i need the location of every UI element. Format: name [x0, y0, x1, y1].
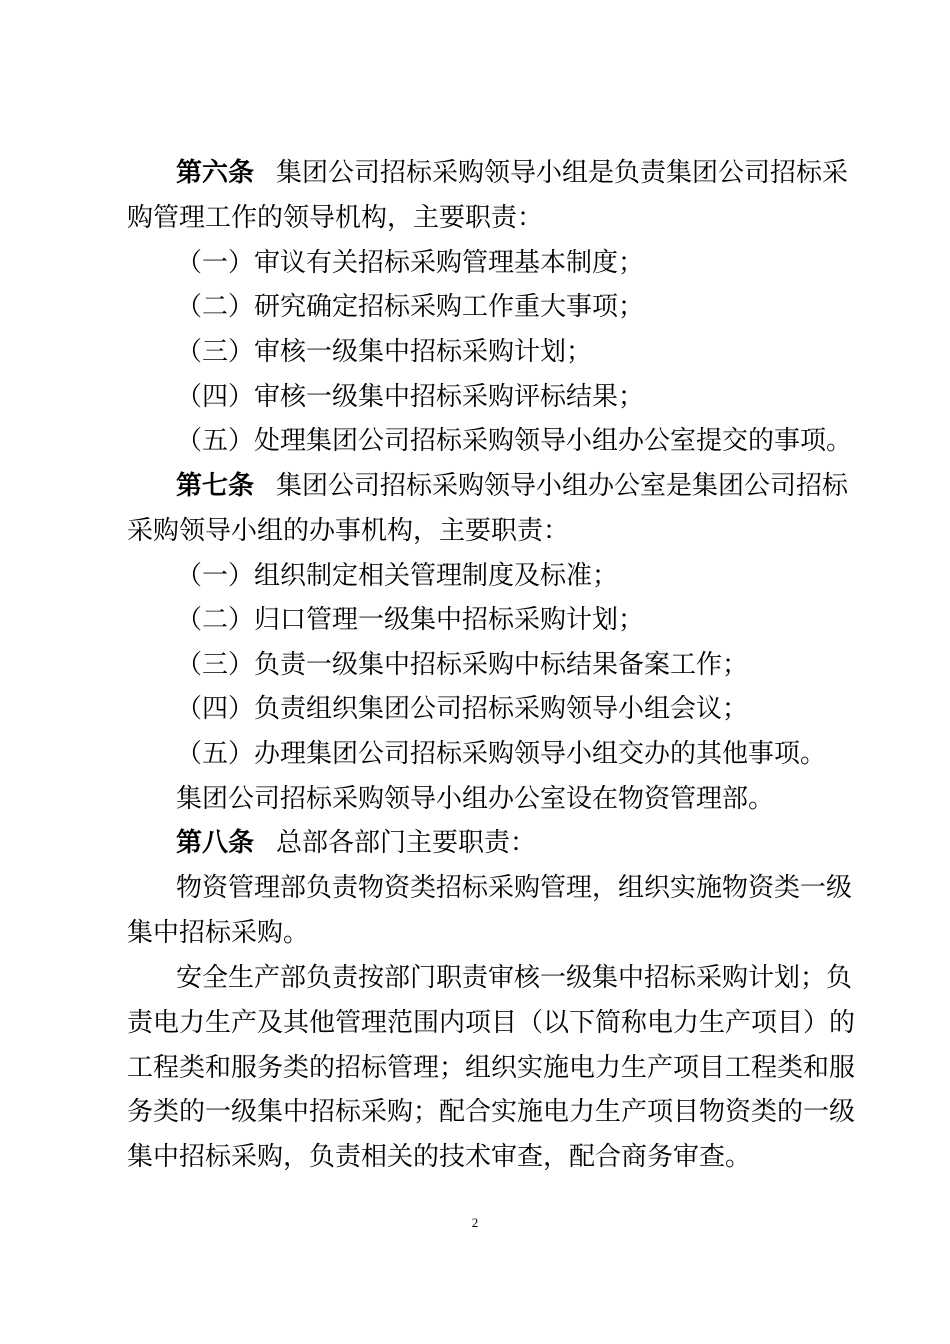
article-6-item-2: （二）研究确定招标采购工作重大事项； — [176, 292, 645, 322]
article-8-para-2-line-3: 工程类和服务类的招标管理；组织实施电力生产项目工程类和服 — [127, 1053, 856, 1083]
article-7-item-3: （三）负责一级集中招标采购中标结果备案工作； — [176, 650, 749, 680]
article-8-para-2-line-1: 安全生产部负责按部门职责审核一级集中招标采购计划；负 — [176, 963, 853, 993]
article-7-item-4: （四）负责组织集团公司招标采购领导小组会议； — [176, 694, 749, 724]
article-8-para-2-line-5: 集中招标采购，负责相关的技术审查，配合商务审查。 — [127, 1142, 752, 1172]
article-7-first-line — [176, 464, 848, 508]
article-6-item-5: （五）处理集团公司招标采购领导小组办公室提交的事项。 — [176, 426, 853, 456]
article-6-item-4: （四）审核一级集中招标采购评标结果； — [176, 382, 645, 412]
article-8-para-2-line-2: 责电力生产及其他管理范围内项目（以下简称电力生产项目）的 — [127, 1008, 856, 1038]
article-6-number: 第六条 — [176, 158, 255, 188]
article-8-para-2-line-4: 务类的一级集中招标采购；配合实施电力生产项目物资类的一级 — [127, 1097, 856, 1127]
article-8-first-line — [176, 821, 536, 865]
article-7-item-1: （一）组织制定相关管理制度及标准； — [176, 561, 619, 591]
article-6-item-1: （一）审议有关招标采购管理基本制度； — [176, 248, 645, 278]
article-7-note: 集团公司招标采购领导小组办公室设在物资管理部。 — [176, 784, 775, 814]
article-7-number: 第七条 — [176, 471, 255, 501]
article-8-para-1-line-1: 物资管理部负责物资类招标采购管理，组织实施物资类一级 — [176, 873, 853, 903]
article-7-item-5: （五）办理集团公司招标采购领导小组交办的其他事项。 — [176, 739, 827, 769]
article-7-second-line: 采购领导小组的办事机构，主要职责： — [127, 516, 570, 546]
article-6-first-line — [176, 151, 848, 195]
article-7-item-2: （二）归口管理一级集中招标采购计划； — [176, 605, 645, 635]
article-8-number: 第八条 — [176, 828, 255, 858]
article-6-second-line: 购管理工作的领导机构，主要职责： — [127, 203, 544, 233]
article-6-item-3: （三）审核一级集中招标采购计划； — [176, 337, 593, 367]
page-number: 2 — [471, 1215, 479, 1230]
article-8-para-1-line-2: 集中招标采购。 — [127, 918, 310, 948]
article-6-text: 集团公司招标采购领导小组是负责集团公司招标采 — [276, 158, 849, 188]
article-8-text: 总部各部门主要职责： — [276, 828, 537, 858]
article-7-text: 集团公司招标采购领导小组办公室是集团公司招标 — [276, 471, 849, 501]
